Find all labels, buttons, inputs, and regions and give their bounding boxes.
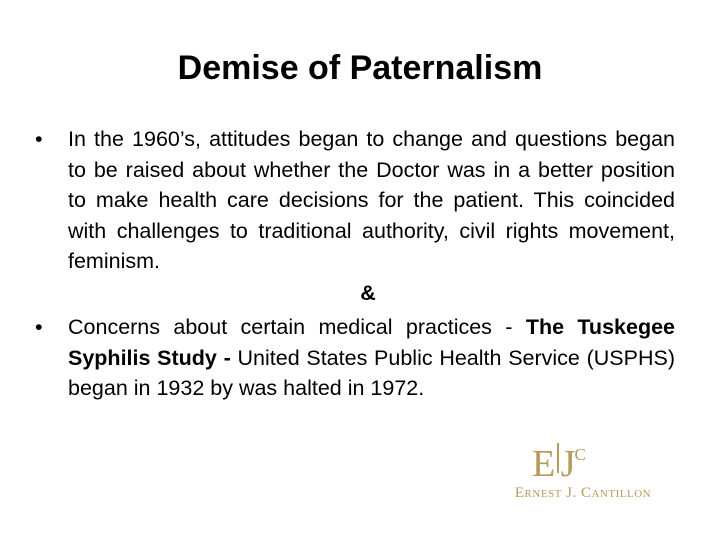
bullet-icon: • [35,127,43,151]
slide-title: Demise of Paternalism [177,49,543,87]
monogram-letter-c: C [574,445,586,464]
company-name: Ernest J. Cantillon [514,485,652,501]
bullet-item-1960s-attitudes [35,124,675,277]
monogram-divider [557,443,559,473]
bullet-list [35,124,675,404]
bullet-icon: • [35,315,43,339]
bullet-text-tail: United States Public Health Service (USPHS) began in 1932 by was halted in 1972. [68,345,676,400]
ejc-monogram-icon [532,443,586,483]
company-logo [480,443,686,509]
bullet-text: In the 1960’s, attitudes began to change and questions began to be raised about whether the Doctor was in a better position to make health care decisions for the patient. This coincided with challenges to traditional authority, civil rights movement, feminism. [68,127,675,273]
bullet-text-lead: Concerns about certain medical practices - [68,315,526,339]
bullet-item-medical-practices [35,312,675,404]
monogram-letter-j: J [560,443,575,485]
tuskegee-study-emphasis: The Tuskegee Syphilis Study - [68,315,675,370]
monogram-letter-e: E [532,443,556,485]
ampersand-separator: & [360,280,376,305]
